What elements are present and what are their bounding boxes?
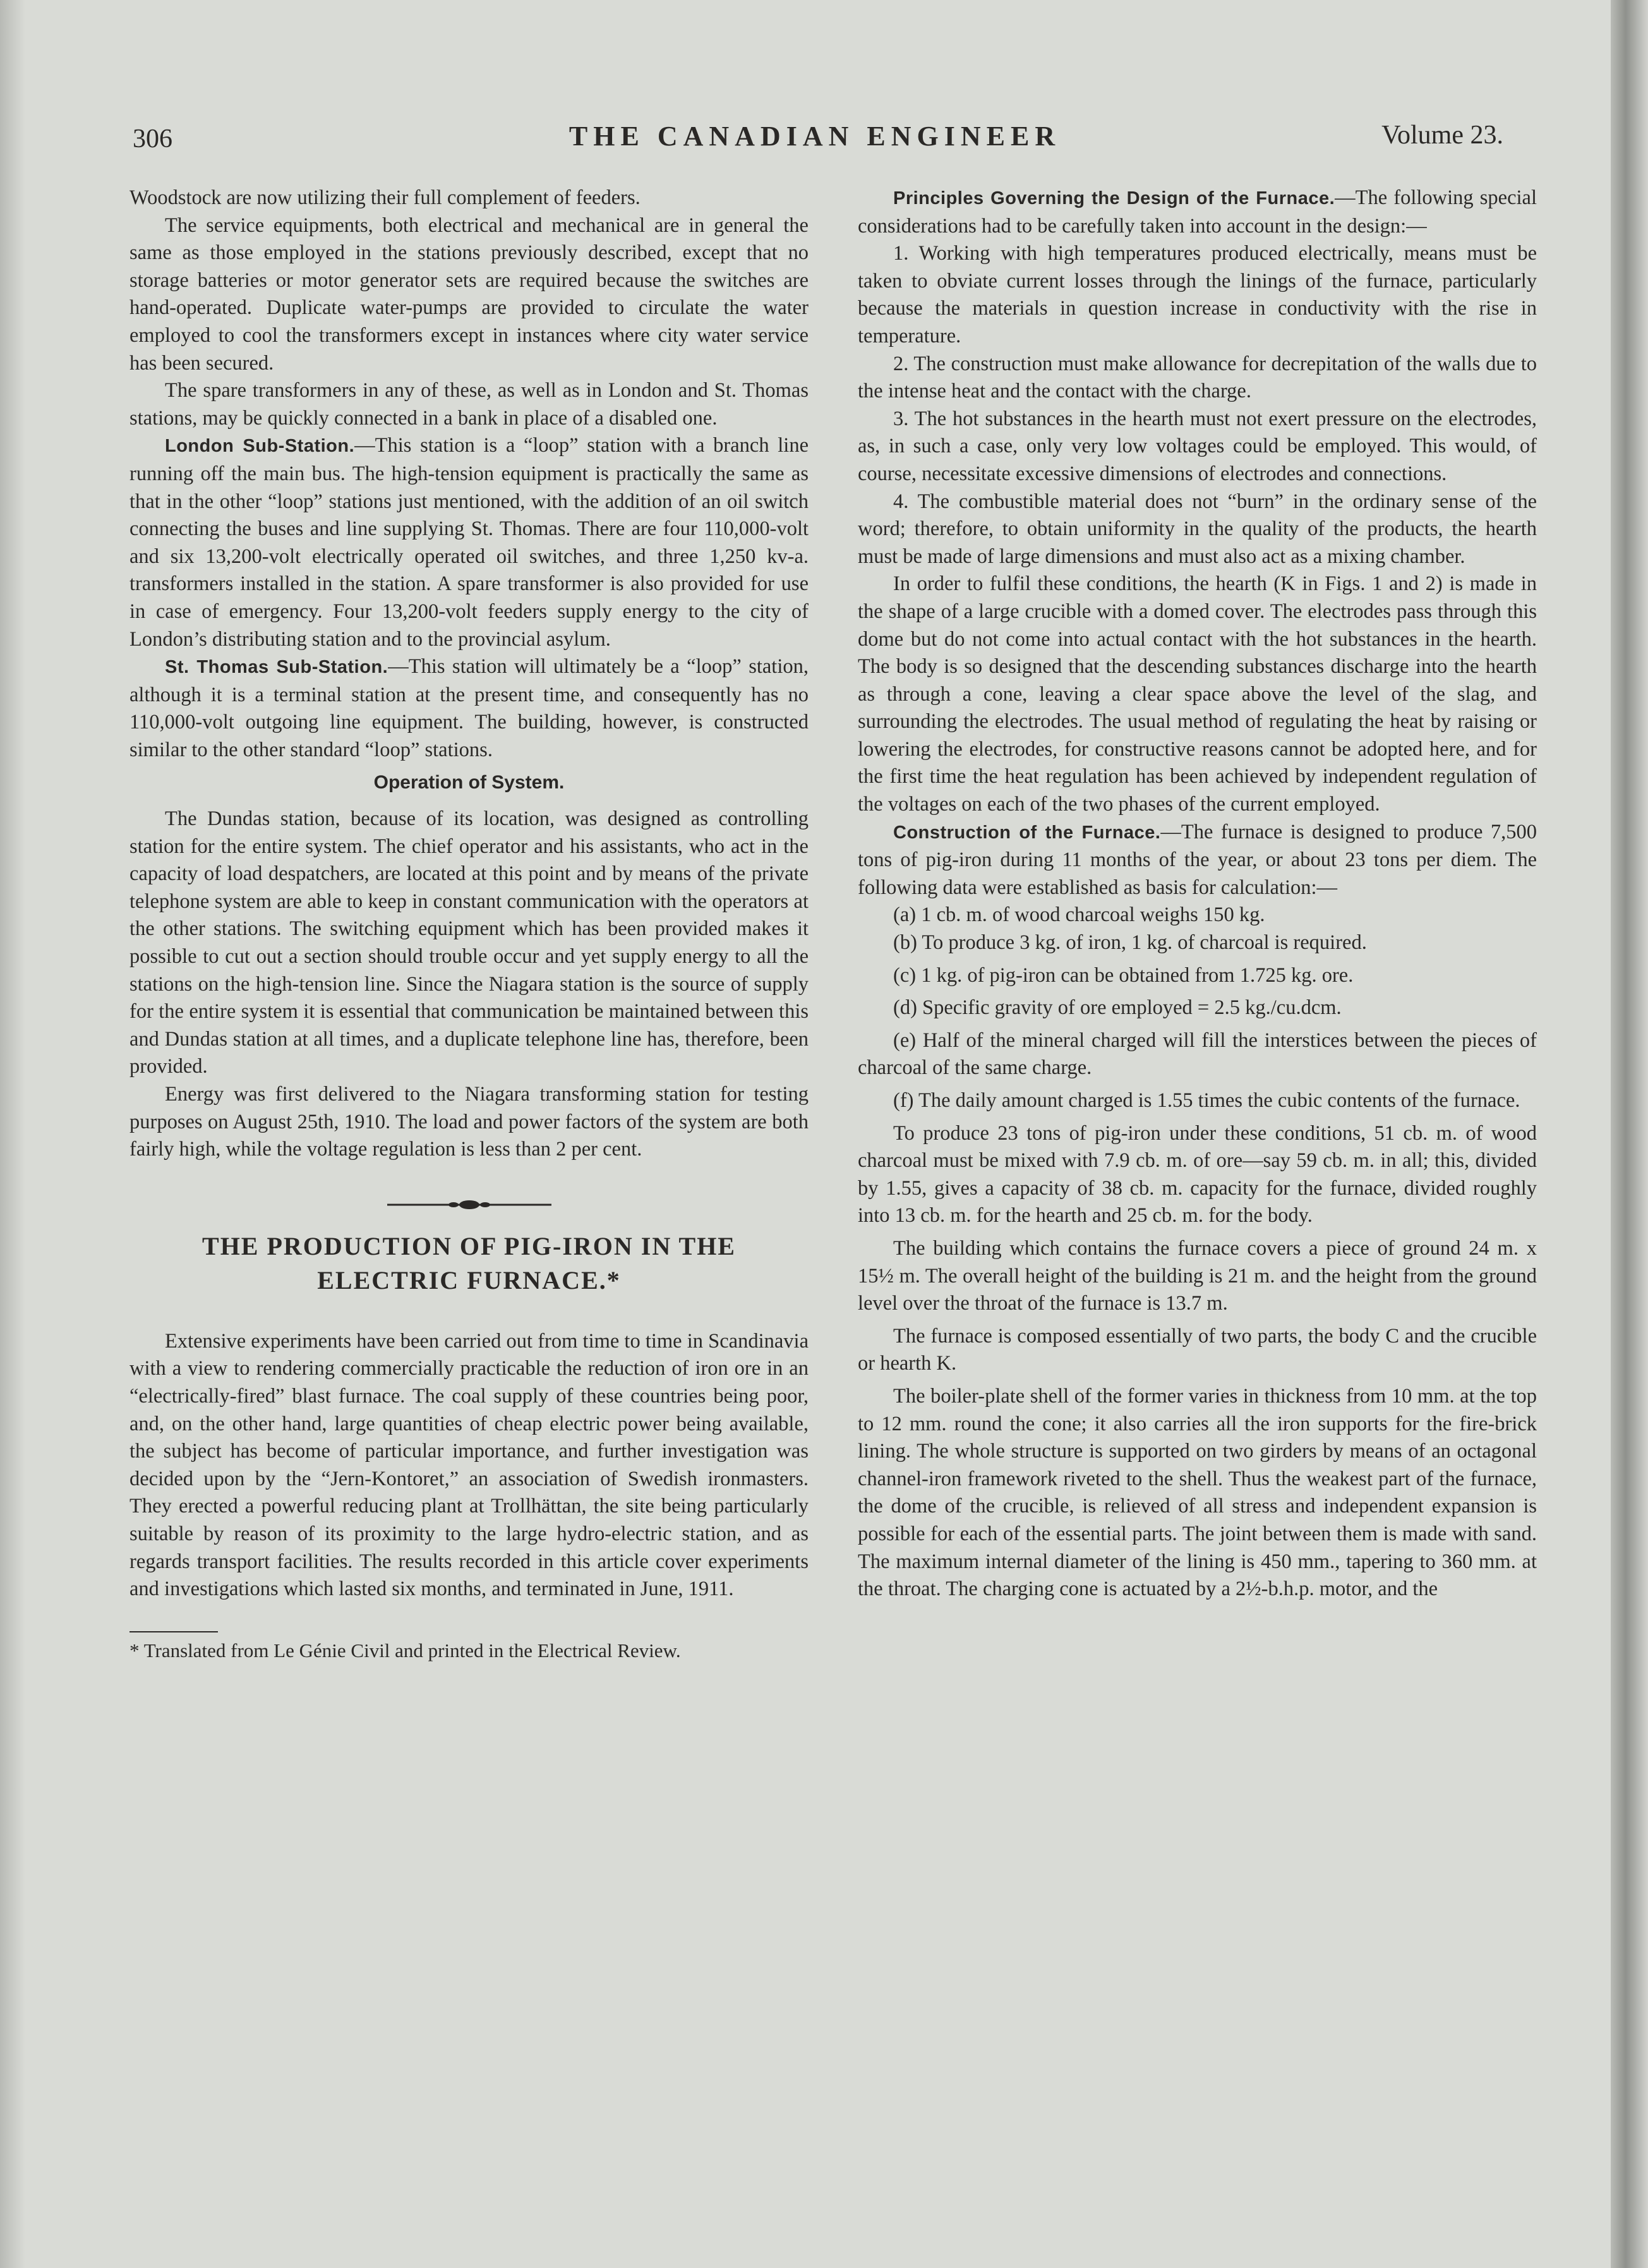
page-edge (1611, 0, 1648, 2268)
paragraph-text: —The furnace is designed to produce 7,500 tons of pig-iron during 11 months of the year, or about 23 tons per diem. The following data were established as basis for calculation:— (858, 820, 1537, 899)
paragraph: Energy was first delivered to the Niagara transforming station for testing purposes on August 25th, 1910. The load and power factors of the system are both fairly high, while the voltage regulation is less than 2 per cent. (129, 1083, 809, 1161)
journal-title: THE CANADIAN ENGINEER (568, 121, 1061, 152)
section-heading: Operation of System. (373, 772, 565, 793)
volume-label: Volume 23. (1381, 121, 1503, 150)
article-title-line: ELECTRIC FURNACE.* (317, 1265, 621, 1294)
list-item: (f) The daily amount charged is 1.55 times the cubic contents of the furnace. (893, 1089, 1520, 1112)
footnote-rule (129, 1631, 218, 1632)
paragraph-text: —The following special considerations had to be carefully taken into account in the design:— (858, 186, 1537, 238)
paragraph: The building which contains the furnace covers a piece of ground 24 m. x 15½ m. The overall height of the building is 21 m. and the height from the ground level over the throat of the furnace is 13.7 m. (858, 1236, 1537, 1315)
ornament-icon (387, 1198, 551, 1211)
paragraph: The spare transformers in any of these, as well as in London and St. Thomas stations, may be quickly connected in a bank in place of a disabled one. (129, 379, 809, 430)
ornament-divider (129, 1191, 809, 1204)
paragraph: The service equipments, both electrical and mechanical are in general the same as those employed in the stations previously described, except that no storage batteries or motor generator sets are required because the switches are hand-operated. Duplicate water-pumps are provided to circulate the water employed to cool the transformers except in instances where city water service has been secured. (129, 214, 809, 375)
page-gutter (0, 0, 25, 2268)
page-number: 306 (133, 124, 172, 154)
paragraph: 2. The construction must make allowance for decrepitation of the walls due to the intense heat and the contact with the charge. (858, 352, 1537, 403)
list-item: (e) Half of the mineral charged will fill the interstices between the pieces of charcoal of the same charge. (858, 1028, 1537, 1080)
construction-paragraph (858, 819, 1537, 902)
paragraph: 4. The combustible material does not “burn” in the ordinary sense of the word; therefore, to obtain uniformity in the quality of the products, the hearth must be made of large dimensions and must also act as a mixing chamber. (858, 490, 1537, 568)
article-title (129, 1229, 809, 1298)
footnote: * Translated from Le Génie Civil and printed in the Electrical Review. (129, 1639, 681, 1662)
paragraph: The furnace is composed essentially of two parts, the body C and the crucible or hearth K. (858, 1324, 1537, 1375)
paragraph: The boiler-plate shell of the former varies in thickness from 10 mm. at the top to 12 mm. round the cone; it also carries all the iron supports for the fire-brick lining. The whole structure is supported on two girders by means of an octagonal channel-iron framework riveted to the shell. Thus the weakest part of the furnace, the dome of the crucible, is relieved of all stress and independent expansion is possible for each of the essential parts. The joint between them is made with sand. The maximum internal diameter of the lining is 450 mm., tapering to 360 mm. at the throat. The charging cone is actuated by a 2½-b.h.p. motor, and the (858, 1384, 1537, 1601)
left-column (129, 184, 809, 1664)
run-in-heading: Principles Governing the Design of the Furnace. (893, 188, 1335, 208)
paragraph: In order to fulfil these conditions, the hearth (K in Figs. 1 and 2) is made in the shape of a large crucible with a domed cover. The electrodes pass through this dome but do not come into actual contact with the hot substances in the hearth. The body is so designed that the descending substances discharge into the hearth as through a cone, leaving a clear space above the level of the slag, and surrounding the electrodes. The usual method of regulating the heat by raising or lowering the electrodes, for constructive reasons cannot be adopted here, and for the first time the heat regulation has been achieved by independent regulation of the voltages on each of the two phases of the current employed. (858, 572, 1537, 816)
paragraph: To produce 23 tons of pig-iron under these conditions, 51 cb. m. of wood charcoal must be mixed with 7.9 cb. m. of ore—say 59 cb. m. in all; this, divided by 1.55, gives a capacity of 38 cb. m. capacity for the furnace, divided roughly into 13 cb. m. for the hearth and 25 cb. m. for the body. (858, 1121, 1537, 1227)
paragraph: 1. Working with high temperatures produced electrically, means must be taken to obviate current losses through the linings of the furnace, particularly because the materials in question increase in conductivity with the rise in temperature. (858, 242, 1537, 347)
run-in-heading: London Sub-Station. (165, 436, 355, 457)
list-item: (b) To produce 3 kg. of iron, 1 kg. of charcoal is required. (893, 931, 1367, 955)
list-item: (c) 1 kg. of pig-iron can be obtained from 1.725 kg. ore. (893, 963, 1354, 987)
paragraph: The Dundas station, because of its location, was designed as controlling station for the entire system. The chief operator and his assistants, who act in the capacity of load despatchers, are located at this point and by means of the private telephone system are able to keep in constant communication with the operators at the other stations. The switching equipment which has been provided makes it possible to cut out a section should trouble occur and yet supply energy to all the stations on the high-tension line. Since the Niagara station is the source of supply for the entire system it is essential that communication be maintained between this and Dundas station at all times, and a duplicate telephone line has, therefore, been provided. (129, 807, 809, 1078)
paragraph-text: —This station is a “loop” station with a branch line running off the main bus. The high-tension equipment is practically the same as that in the other “loop” stations just mentioned, with the addition of an oil switch connecting the buses and line supplying St. Thomas. There are four 110,000-volt and six 13,200-volt electrically operated oil switches, and three 1,250 kv-a. transformers installed in the station. A spare transformer is also provided for use in case of emergency. Four 13,200-volt feeders supply energy to the city of London’s distributing station and to the provincial asylum. (129, 434, 809, 651)
run-in-heading: Construction of the Furnace. (893, 822, 1161, 843)
list-item: (a) 1 cb. m. of wood charcoal weighs 150 kg. (893, 903, 1265, 927)
article-title-line: THE PRODUCTION OF PIG-IRON IN THE (202, 1231, 736, 1260)
running-header (126, 120, 1503, 158)
run-in-heading: St. Thomas Sub-Station. (165, 657, 388, 678)
st-thomas-substation-paragraph (129, 653, 809, 764)
paragraph: Woodstock are now utilizing their full complement of feeders. (129, 186, 641, 209)
list-item: (d) Specific gravity of ore employed = 2.5 kg./cu.dcm. (893, 996, 1342, 1020)
london-substation-paragraph (129, 432, 809, 653)
right-column (858, 184, 1537, 1603)
paragraph: Extensive experiments have been carried out from time to time in Scandinavia with a view to rendering commercially practicable the reduction of iron ore in an “electrically-fired” blast furnace. The coal supply of these countries being poor, and, on the other hand, large quantities of cheap electric power being available, the subject has become of particular importance, and further investigation was decided upon by the “Jern-Kontoret,” an association of Swedish ironmasters. They erected a powerful reducing plant at Trollhättan, the site being particularly suitable by reason of its proximity to the large hydro-electric station, and as regards transport facilities. The results recorded in this article cover experiments and investigations which lasted six months, and terminated in June, 1911. (129, 1329, 809, 1601)
paragraph-text: —This station will ultimately be a “loop” station, although it is a terminal station at the present time, and consequently has no 110,000-volt outgoing line equipment. The building, however, is constructed similar to the other standard “loop” stations. (129, 655, 809, 761)
principles-paragraph (858, 184, 1537, 240)
paragraph: 3. The hot substances in the hearth must not exert pressure on the electrodes, as, in such a case, only very low voltages could be employed. This would, of course, necessitate excessive dimensions of electrodes and connections. (858, 407, 1537, 485)
